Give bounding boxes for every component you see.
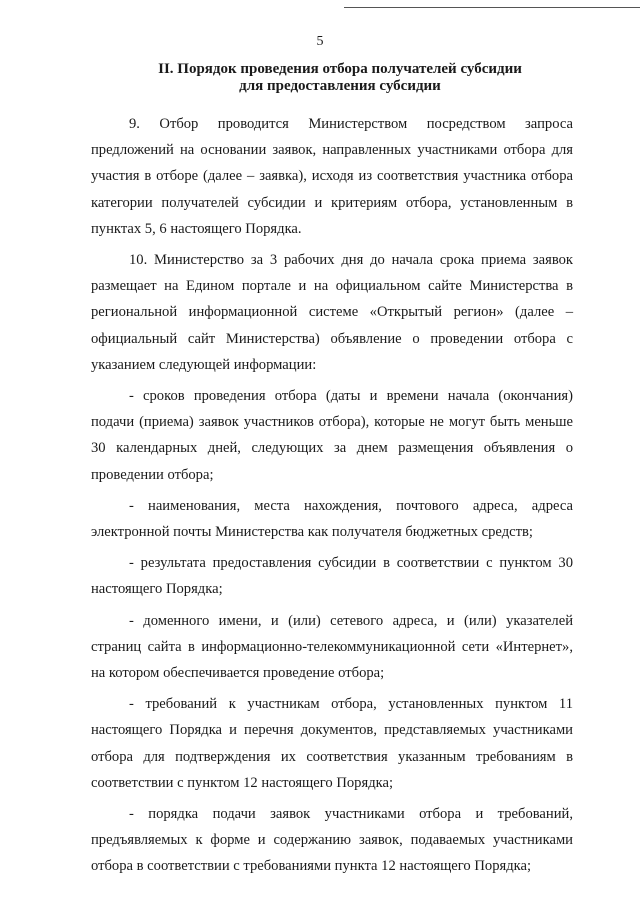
top-rule — [344, 7, 640, 8]
list-item-subsidy-result: - результата предоставления субсидии в соответствии с пунктом 30 настоящего Порядка; — [91, 555, 573, 598]
section-heading-line-1: II. Порядок проведения отбора получателей субсидии — [158, 61, 522, 77]
page-number: 5 — [316, 34, 324, 49]
paragraph-10: 10. Министерство за 3 рабочих дня до начала срока приема заявок размещает на Едином портале и на официальном сайте Министерства в региональной информационной системе «Открытый регион» (далее – официальный сайт Министерства) объявление о проведении отбора с указанием следующей информации: — [91, 252, 573, 373]
list-item-application-procedure: - порядка подачи заявок участниками отбора и требований, предъявляемых к форме и содержанию заявок, подаваемых участниками отбора в соответствии с требованиями пункта 12 настоящего Порядка; — [91, 806, 573, 875]
list-item-deadlines: - сроков проведения отбора (даты и времени начала (окончания) подачи (приема) заявок участников отбора), которые не могут быть меньше 30 календарных дней, следующих за днем размещения объявления о проведении отбора; — [91, 388, 573, 483]
document-body — [91, 111, 573, 885]
list-item-domain-name: - доменного имени, и (или) сетевого адреса, и (или) указателей страниц сайта в информационно-телекоммуникационной сети «Интернет», на котором обеспечивается проведение отбора; — [91, 612, 573, 682]
section-heading — [90, 61, 590, 95]
list-item-ministry-contacts: - наименования, места нахождения, почтового адреса, адреса электронной почты Министерства как получателя бюджетных средств; — [91, 497, 573, 541]
paragraph-9: 9. Отбор проводится Министерством посредством запроса предложений на основании заявок, направленных участниками отбора для участия в отборе (далее – заявка), исходя из соответствия участника отбора категории получателей субсидии и критериям отбора, установленным в пунктах 5, 6 настоящего Порядка. — [91, 116, 573, 237]
section-heading-line-2: для предоставления субсидии — [239, 78, 441, 94]
list-item-participant-requirements: - требований к участникам отбора, установленных пунктом 11 настоящего Порядка и перечня документов, представляемых участниками отбора для подтверждения их соответствия указанным требованиям в соответствии с пунктом 12 настоящего Порядка; — [91, 696, 573, 791]
